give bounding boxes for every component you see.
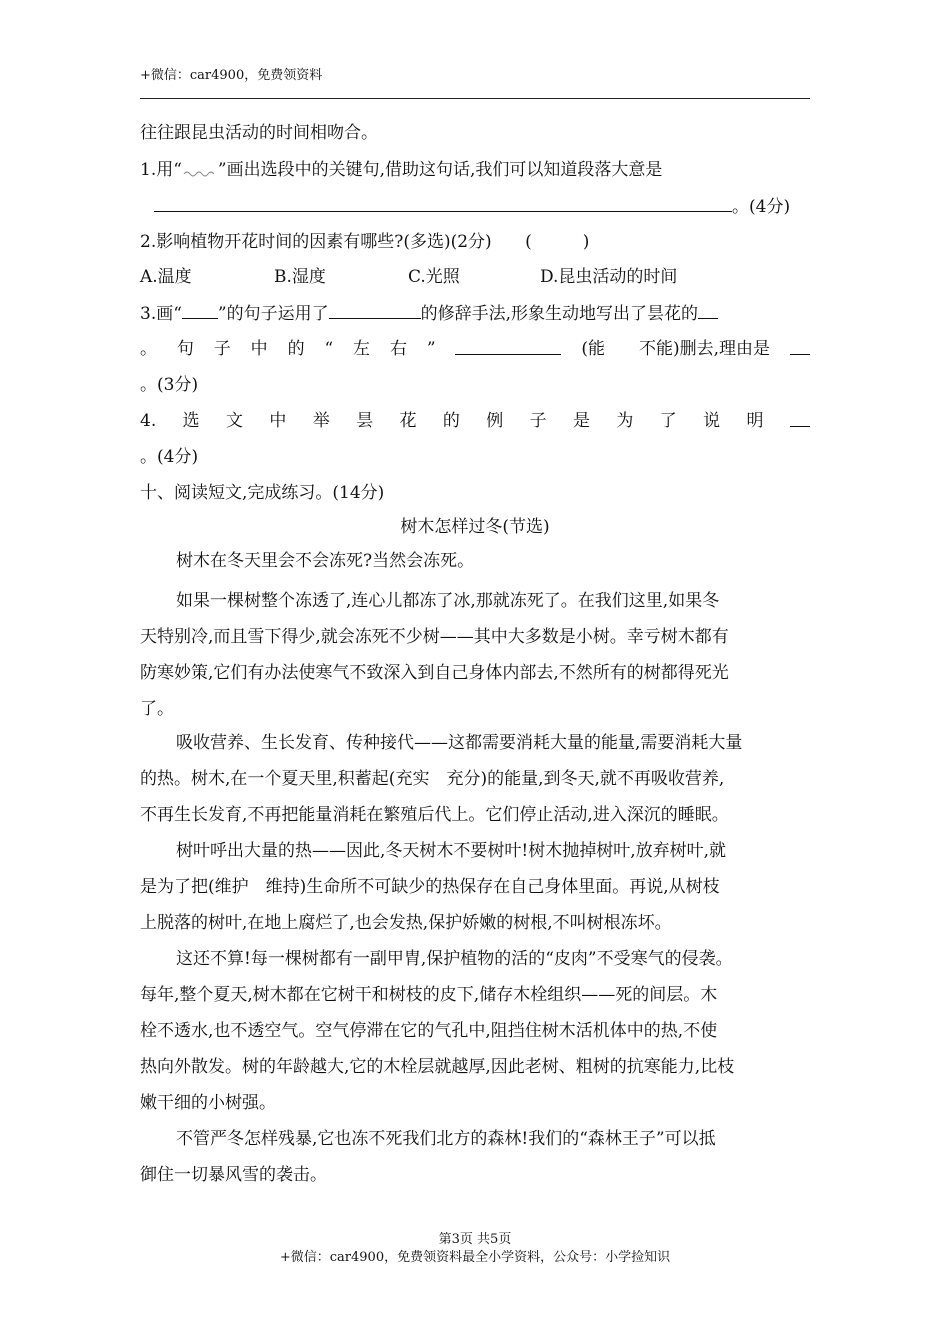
q4-3: 中: [269, 411, 287, 431]
q4-11: 为: [616, 411, 634, 431]
passage-line-9: 树叶呼出大量的热——因此,冬天树木不要树叶!树木抛掉树叶,放弃树叶,就: [176, 841, 727, 861]
q3-prefix: 3.画“: [140, 304, 182, 324]
passage-line-8: 不再生长发育,不再把能量消耗在繁殖后代上。它们停止活动,进入深沉的睡眠。: [140, 805, 729, 825]
question-4-score: 。(4分): [140, 447, 199, 467]
q1-answer-blank[interactable]: [154, 193, 732, 212]
q2-answer-paren[interactable]: ( ): [525, 232, 590, 252]
q4-answer-blank[interactable]: [790, 408, 810, 427]
q3d-7: 右: [389, 339, 407, 359]
q4-5: 昙: [356, 411, 374, 431]
q2-text: 2.影响植物开花时间的因素有哪些?(多选)(2分): [140, 232, 492, 252]
q3-text-b: 的修辞手法,形象生动地写出了昙花的: [420, 304, 699, 324]
question-3-score: 。(3分): [140, 375, 199, 395]
question-1: [140, 157, 810, 183]
passage-line-3: 天特别冷,而且雪下得少,就会冻死不少树——其中大多数是小树。幸亏树木都有: [140, 627, 729, 647]
q3d-0: 。: [140, 339, 157, 359]
q3d-6: 左: [353, 339, 371, 359]
q4-1: 选: [182, 411, 200, 431]
option-a[interactable]: A.温度: [140, 267, 192, 287]
q3-trait-blank[interactable]: [698, 300, 718, 319]
passage-line-18: 御住一切暴风雪的袭击。: [140, 1165, 327, 1185]
q4-14: 明: [746, 411, 764, 431]
q4-10: 是: [572, 411, 590, 431]
q4-13: 说: [703, 411, 721, 431]
q3-mark-blank: [182, 300, 218, 319]
question-2: [140, 229, 810, 255]
q4-4: 举: [312, 411, 330, 431]
q3d-2: 子: [213, 339, 231, 359]
q1-prefix: 1.用“: [140, 160, 182, 180]
q4-6: 花: [399, 411, 417, 431]
page-number: 第3页 共5页: [438, 1232, 512, 1247]
q4-2: 文: [225, 411, 243, 431]
q3-rhetoric-blank[interactable]: [329, 300, 421, 319]
q4-9: 子: [529, 411, 547, 431]
footer-note: +微信：car4900，免费领资料最全小学资料，公众号：小学捡知识: [279, 1250, 671, 1265]
q4-12: 了: [659, 411, 677, 431]
q3d-3: 中: [250, 339, 268, 359]
passage-line-14: 栓不透水,也不透空气。空气停滞在它的气孔中,阻挡住树木活机体中的热,不使: [140, 1021, 718, 1041]
q4-8: 例: [486, 411, 504, 431]
passage-line-10: 是为了把(维护 维持)生命所不可缺少的热保存在自己身体里面。再说,从树枝: [140, 877, 720, 897]
q3-choice-text: (能 不能)删去,理由是: [581, 339, 770, 359]
section-10-heading: 十、阅读短文,完成练习。(14分): [140, 483, 385, 503]
q3d-5: “: [324, 339, 334, 359]
passage-line-17: 不管严冬怎样残暴,它也冻不死我们北方的森林!我们的“森林王子”可以抵: [176, 1129, 716, 1149]
passage-line-1: 树木在冬天里会不会冻死?当然会冻死。: [176, 551, 475, 571]
passage-line-15: 热向外散发。树的年龄越大,它的木栓层就越厚,因此老树、粗树的抗寒能力,比枝: [140, 1057, 735, 1077]
passage-line-16: 嫩干细的小树强。: [140, 1093, 276, 1113]
passage-line-6: 吸收营养、生长发育、传种接代——这都需要消耗大量的能量,需要消耗大量: [176, 733, 743, 753]
passage-continuation: 往往跟昆虫活动的时间相吻合。: [140, 123, 378, 143]
passage-title: 树木怎样过冬(节选): [400, 517, 550, 537]
q3-text-a: ”的句子运用了: [217, 304, 329, 324]
passage-line-11: 上脱落的树叶,在地上腐烂了,也会发热,保护娇嫩的树根,不叫树根冻坏。: [140, 913, 672, 933]
q3-choice-blank[interactable]: [455, 336, 561, 355]
passage-line-4: 防寒妙策,它们有办法使寒气不致深入到自己身体内部去,不然所有的树都得死光: [140, 663, 729, 683]
question-1-answer-line: [140, 193, 810, 220]
header-note: +微信：car4900，免费领资料: [140, 68, 323, 83]
q3-reason-blank[interactable]: [790, 336, 810, 355]
q1-text: ”画出选段中的关键句,借助这句话,我们可以知道段落大意是: [217, 160, 663, 180]
option-d[interactable]: D.昆虫活动的时间: [540, 267, 678, 287]
option-b[interactable]: B.湿度: [274, 267, 326, 287]
question-3: [140, 300, 810, 327]
q3d-4: 的: [287, 339, 305, 359]
q3d-8: ”: [426, 339, 436, 359]
passage-line-5: 了。: [140, 699, 174, 719]
wavy-underline-mark: [182, 160, 218, 178]
q4-0: 4.: [140, 411, 157, 431]
q3d-1: 句: [176, 339, 194, 359]
question-4: [140, 408, 810, 434]
q1-score: 。(4分): [732, 197, 791, 217]
passage-line-12: 这还不算!每一棵树都有一副甲胄,保护植物的活的“皮肉”不受寒气的侵袭。: [176, 949, 733, 969]
q4-7: 的: [442, 411, 460, 431]
passage-line-13: 每年,整个夏天,树木都在它树干和树枝的皮下,储存木栓组织——死的间层。木: [140, 985, 718, 1005]
question-3-line-2: [140, 336, 810, 362]
passage-line-7: 的热。树木,在一个夏天里,积蓄起(充实 充分)的能量,到冬天,就不再吸收营养,: [140, 769, 725, 789]
option-c[interactable]: C.光照: [408, 267, 460, 287]
passage-line-2: 如果一棵树整个冻透了,连心儿都冻了冰,那就冻死了。在我们这里,如果冬: [176, 591, 720, 611]
header-divider: [140, 98, 810, 99]
